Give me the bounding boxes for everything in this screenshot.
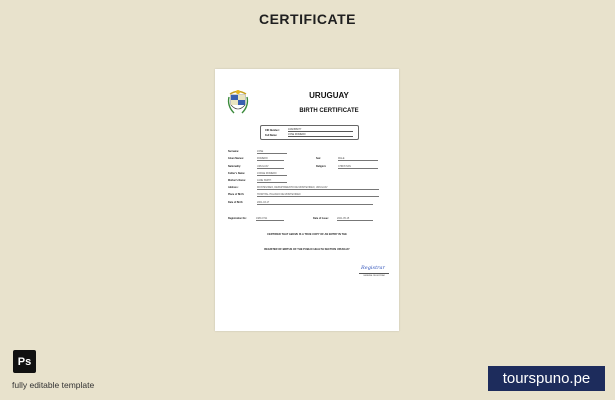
- date-of-issue-value[interactable]: 2021-05-15: [337, 217, 373, 221]
- certificate-country: URUGUAY: [309, 91, 349, 100]
- registration-no-value[interactable]: 1980-0711: [256, 217, 284, 221]
- father-name-label: Father's Name:: [228, 172, 246, 175]
- given-names-label: Given Names:: [228, 157, 244, 160]
- date-of-birth-value[interactable]: 2001-03-17: [257, 201, 373, 205]
- place-of-birth-value[interactable]: HOSPITAL ITALIANO DE MONTEVIDEO: [257, 193, 379, 197]
- certification-statement: CERTIFIED THAT ABOVE IS A TRUE COPY OF AN ENTRY IN THE: [267, 233, 347, 236]
- nationality-label: Nationality:: [228, 165, 242, 168]
- photoshop-icon: Ps: [13, 350, 36, 373]
- signature-line: [359, 273, 389, 274]
- given-names-value[interactable]: ROMERO: [257, 157, 284, 161]
- full-name-value[interactable]: JOSE ROMERO: [288, 133, 353, 137]
- nationality-value[interactable]: URUGUAY: [257, 165, 284, 169]
- cid-label: CID Number:: [265, 129, 280, 132]
- editable-caption: fully editable template: [12, 380, 95, 390]
- page-title: CERTIFICATE: [258, 11, 356, 27]
- surname-value[interactable]: JOSE: [257, 150, 287, 154]
- cid-value[interactable]: 1032456077: [288, 128, 353, 132]
- id-box: [260, 125, 359, 140]
- date-of-birth-label: Date of Birth:: [228, 201, 244, 204]
- surname-label: Surname:: [228, 150, 240, 153]
- address-value[interactable]: MONTEVIDEO, DEPARTAMENTO DE MONTEVIDEO, URUGUAY: [257, 186, 379, 190]
- certificate-title: BIRTH CERTIFICATE: [299, 108, 359, 114]
- address-label: Address:: [228, 186, 239, 189]
- date-of-issue-label: Date of Issue:: [313, 217, 329, 220]
- registration-no-label: Registration No:: [228, 217, 247, 220]
- mother-name-value[interactable]: JANE SMITH: [257, 179, 287, 183]
- register-statement: REGISTER OF BIRTHS OF THE PUBLIC HEALTH SECTION URUGUAY: [264, 248, 350, 251]
- signature-title: GENERAL REGISTRAR: [363, 275, 385, 277]
- place-of-birth-label: Place of Birth:: [228, 193, 245, 196]
- certificate-document: [215, 69, 399, 331]
- mother-name-label: Mother's Name:: [228, 179, 246, 182]
- religion-value[interactable]: CHRISTIAN: [338, 165, 378, 169]
- brand-watermark[interactable]: tourspuno.pe: [488, 366, 605, 391]
- signature: Registrar: [361, 265, 385, 271]
- coat-of-arms-icon: [226, 88, 250, 118]
- sex-label: Sex:: [316, 157, 322, 160]
- religion-label: Religion:: [316, 165, 327, 168]
- full-name-label: Full Name:: [265, 134, 278, 137]
- father-name-value[interactable]: JORGE ROMERO: [257, 172, 287, 176]
- sex-value[interactable]: MALE: [338, 157, 378, 161]
